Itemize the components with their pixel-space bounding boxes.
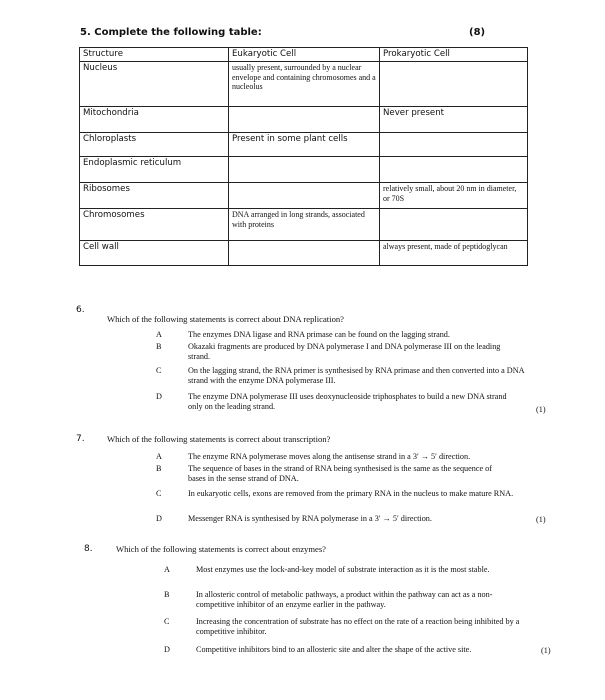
row-structure: Cell wall [80, 241, 229, 266]
q8-marks: (1) [541, 646, 551, 655]
q6-option-b-letter[interactable]: B [156, 342, 162, 351]
row-eukaryotic[interactable] [229, 107, 380, 133]
table-row [80, 241, 528, 266]
row-prokaryotic[interactable] [380, 157, 528, 183]
table-row [80, 183, 528, 209]
q5-marks: (8) [469, 27, 486, 38]
row-eukaryotic[interactable]: usually present, surrounded by a nuclear envelope and containing chromosomes and a nucleolus [229, 62, 380, 107]
row-prokaryotic[interactable]: always present, made of peptidoglycan [380, 241, 528, 266]
header-eukaryotic: Eukaryotic Cell [229, 48, 380, 62]
table-header-row [80, 48, 528, 62]
q6-option-b-text: Okazaki fragments are produced by DNA polymerase I and DNA polymerase III on the leading strand. [188, 342, 501, 362]
table-row [80, 133, 528, 157]
row-eukaryotic[interactable]: Present in some plant cells [229, 133, 380, 157]
row-structure: Nucleus [80, 62, 229, 107]
q6-option-a-letter[interactable]: A [156, 330, 162, 339]
header-prokaryotic: Prokaryotic Cell [380, 48, 528, 62]
row-prokaryotic[interactable]: Never present [380, 107, 528, 133]
q7-option-c-text: In eukaryotic cells, exons are removed from the primary RNA in the nucleus to make mature RNA. [188, 489, 514, 498]
q8-option-b-letter[interactable]: B [164, 590, 170, 599]
q6-option-d-text: The enzyme DNA polymerase III uses deoxynucleoside triphosphates to build a new DNA strand only on the leading strand. [188, 392, 507, 412]
q6-question: Which of the following statements is correct about DNA replication? [107, 314, 344, 324]
q8-option-c-text: Increasing the concentration of substrate has no effect on the rate of a reaction being inhibited by a competitive inhibitor. [196, 617, 520, 637]
q8-number: 8. [84, 544, 93, 554]
table-row [80, 209, 528, 241]
q8-option-a-text: Most enzymes use the lock-and-key model of substrate interaction as it is the most stable. [196, 565, 490, 574]
q8-option-d-text: Competitive inhibitors bind to an allosteric site and alter the shape of the active site. [196, 645, 472, 654]
q7-question: Which of the following statements is correct about transcription? [107, 434, 331, 444]
row-structure: Chloroplasts [80, 133, 229, 157]
q6-option-c-text: On the lagging strand, the RNA primer is synthesised by RNA primase and then converted into a DNA strand with the enzyme DNA polymerase III. [188, 366, 525, 386]
q5-title: 5. Complete the following table: [80, 27, 262, 38]
q7-option-b-letter[interactable]: B [156, 464, 162, 473]
q7-option-d-letter[interactable]: D [156, 514, 162, 523]
row-prokaryotic[interactable]: relatively small, about 20 nm in diameter, or 70S [380, 183, 528, 209]
header-structure: Structure [80, 48, 229, 62]
q8-option-a-letter[interactable]: A [164, 565, 170, 574]
row-prokaryotic[interactable] [380, 209, 528, 241]
comparison-table [79, 47, 528, 266]
q6-option-c-letter[interactable]: C [156, 366, 162, 375]
row-prokaryotic[interactable] [380, 62, 528, 107]
q8-option-b-text: In allosteric control of metabolic pathways, a product within the pathway can act as a non-competitive inhibitor of an enzyme earlier in the pathway. [196, 590, 493, 610]
row-prokaryotic[interactable] [380, 133, 528, 157]
row-structure: Ribosomes [80, 183, 229, 209]
table-row [80, 157, 528, 183]
table-row [80, 107, 528, 133]
q8-option-c-letter[interactable]: C [164, 617, 170, 626]
row-structure: Chromosomes [80, 209, 229, 241]
q6-number: 6. [76, 305, 85, 315]
q7-option-d-text: Messenger RNA is synthesised by RNA polymerase in a 3′ → 5′ direction. [188, 514, 432, 523]
q7-option-a-text: The enzyme RNA polymerase moves along the antisense strand in a 3′ → 5′ direction. [188, 452, 471, 461]
q6-option-d-letter[interactable]: D [156, 392, 162, 401]
row-eukaryotic[interactable] [229, 241, 380, 266]
q7-option-b-text: The sequence of bases in the strand of RNA being synthesised is the same as the sequence of bases in the sense strand of DNA. [188, 464, 492, 484]
row-eukaryotic[interactable]: DNA arranged in long strands, associated with proteins [229, 209, 380, 241]
q7-option-a-letter[interactable]: A [156, 452, 162, 461]
row-structure: Endoplasmic reticulum [80, 157, 229, 183]
q6-marks: (1) [536, 405, 546, 414]
q8-question: Which of the following statements is correct about enzymes? [116, 544, 327, 554]
q7-number: 7. [76, 434, 85, 444]
q7-option-c-letter[interactable]: C [156, 489, 162, 498]
q8-option-d-letter[interactable]: D [164, 645, 170, 654]
q6-option-a-text: The enzymes DNA ligase and RNA primase can be found on the lagging strand. [188, 330, 450, 339]
table-row [80, 62, 528, 107]
row-eukaryotic[interactable] [229, 157, 380, 183]
q7-marks: (1) [536, 515, 546, 524]
row-structure: Mitochondria [80, 107, 229, 133]
row-eukaryotic[interactable] [229, 183, 380, 209]
